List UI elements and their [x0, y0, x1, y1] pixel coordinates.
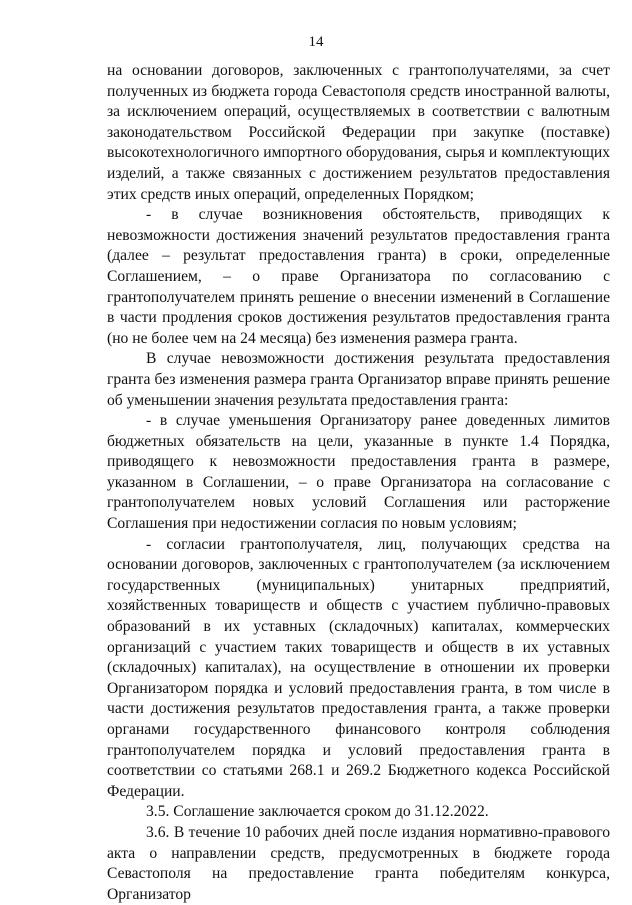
paragraph-item-consent-inspection: - согласии грантополучателя, лиц, получающих средства на основании договоров, заключенных с грантополучателем (за исключением государственных (муниципальных) унитарных предприятий, хозяйственных товариществ и обществ с участием публично-правовых образований в их уставных (складочных) капиталах, коммерческих организаций с участием таких товариществ и обществ в их уставных (складочных) капиталах), на осуществление в отношении их проверки Организатором порядка и условий предоставления гранта, в том числе в части достижения результатов предоставления гранта, а также проверки органами государственного финансового контроля соблюдения грантополучателем порядка и условий предоставления гранта в соответствии со статьями 268.1 и 269.2 Бюджетного кодекса Российской Федерации.	[107, 535, 610, 800]
document-body	[107, 61, 610, 905]
paragraph-clause-3-5: 3.5. Соглашение заключается сроком до 31.12.2022.	[146, 803, 489, 821]
paragraph-item-change-deadlines: - в случае возникновения обстоятельств, приводящих к невозможности достижения значений результатов предоставления гранта (далее – результат предоставления гранта) в сроки, определенные Соглашением, – о праве Организатора по согласованию с грантополучателем принять решение о внесении изменений в Соглашение в части продления сроков достижения результатов предоставления гранта (но не более чем на 24 месяца) без изменения размера гранта.	[107, 206, 610, 347]
paragraph-reduce-result: В случае невозможности достижения результата предоставления гранта без изменения размера гранта Организатор вправе принять решение об уменьшении значения результата предоставления гранта:	[107, 350, 610, 409]
page-number: 14	[308, 34, 324, 50]
paragraph-continuation: на основании договоров, заключенных с грантополучателями, за счет полученных из бюджета города Севастополя средств иностранной валюты, за исключением операций, осуществляемых в соответствии с валютным законодательством Российской Федерации при закупке (поставке) высокотехнологичного импортного оборудования, сырья и комплектующих изделий, а также связанных с достижением результатов предоставления этих средств иных операций, определенных Порядком;	[107, 62, 610, 203]
paragraph-clause-3-6: 3.6. В течение 10 рабочих дней после издания нормативно-правового акта о направлении средств, предусмотренных в бюджете города Севастополя на предоставление гранта победителям конкурса, Организатор	[107, 823, 610, 903]
paragraph-item-reduced-limits: - в случае уменьшения Организатору ранее доведенных лимитов бюджетных обязательств на цели, указанные в пункте 1.4 Порядка, приводящего к невозможности предоставления гранта в размере, указанном в Соглашении, – о праве Организатора на согласование с грантополучателем новых условий Соглашения или расторжение Соглашения при недостижении согласия по новым условиям;	[107, 412, 610, 533]
